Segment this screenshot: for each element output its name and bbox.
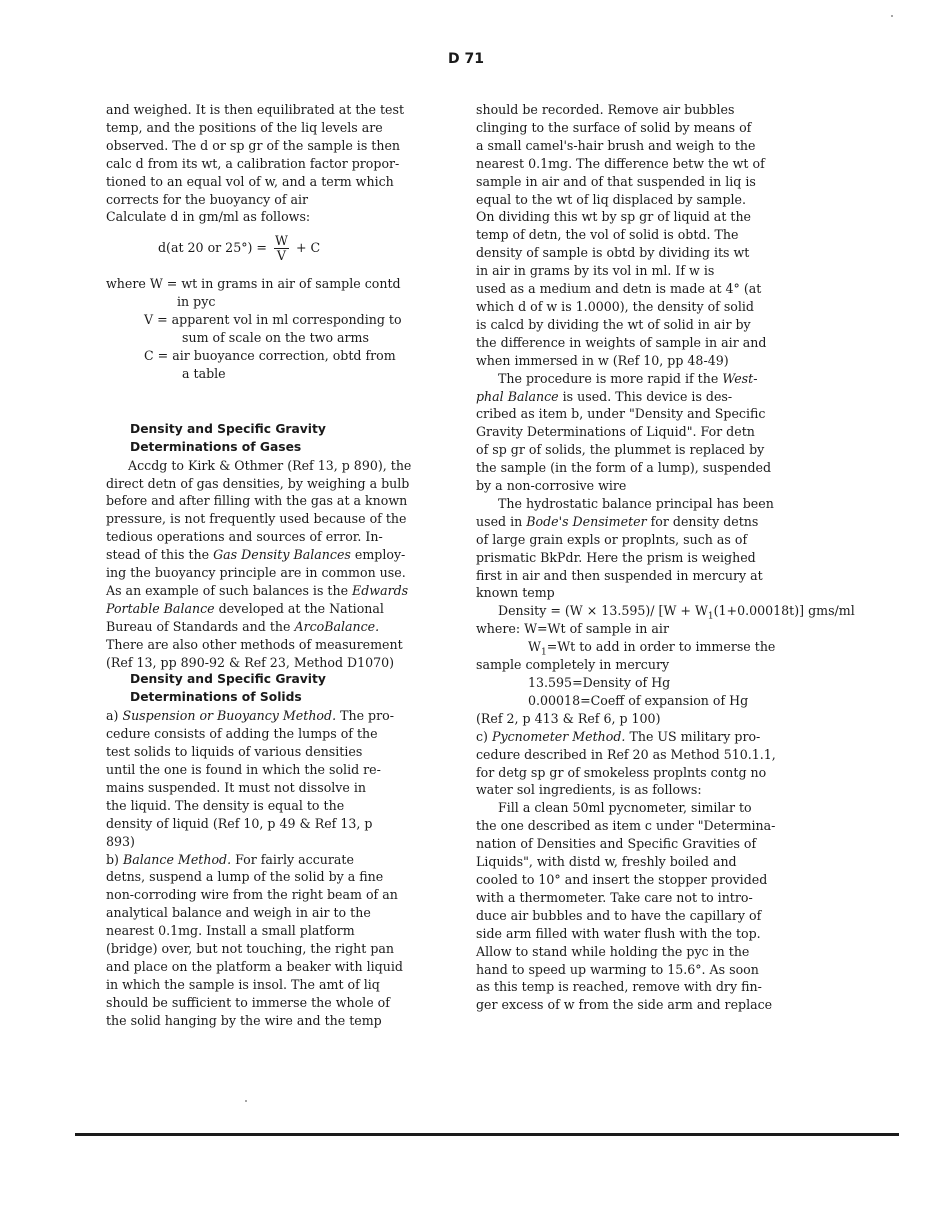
page-number: D 71	[448, 51, 484, 67]
text-line: sum of scale on the two arms	[182, 330, 369, 346]
text-line	[476, 638, 824, 656]
westphal-paragraph	[476, 370, 824, 495]
text-line: clinging to the surface of solid by means of	[476, 119, 752, 135]
intro-paragraph	[106, 101, 428, 226]
text-line: the liquid. The density is equal to the	[106, 797, 345, 813]
section-heading: Density and Specific Gravity	[130, 421, 326, 436]
text-line	[106, 618, 428, 636]
text-line: density of liquid (Ref 10, p 49 & Ref 13, p	[106, 815, 373, 831]
text-line: in air in grams by its vol in ml. If w is	[476, 263, 715, 279]
density-equation	[476, 602, 855, 622]
text-line: cribed as item b, under "Density and Specific	[476, 406, 766, 422]
section-heading: Determinations of Solids	[130, 690, 302, 705]
text-line: with a thermometer. Take care not to intro-	[476, 889, 753, 905]
subscript: 1	[707, 611, 714, 622]
text-line	[106, 546, 428, 564]
text-line: by a non-corrosive wire	[476, 478, 627, 494]
item-marker: a)	[106, 708, 119, 724]
text-line: detns, suspend a lump of the solid by a fine	[106, 869, 384, 885]
text-line: the difference in weights of sample in air and	[476, 334, 767, 350]
density-formula	[106, 234, 428, 263]
text-fragment: employ-	[354, 547, 406, 563]
text-fragment: for density detns	[650, 513, 759, 529]
text-line: Allow to stand while holding the pyc in the	[476, 943, 750, 959]
text-line: nation of Densities and Specific Gravities of	[476, 836, 757, 852]
text-line: 13.595=Density of Hg	[528, 675, 671, 690]
italic-term: phal Balance	[476, 388, 559, 404]
text-line: nearest 0.1mg. The difference betw the wt of	[476, 155, 765, 171]
text-fragment: =Wt to add in order to immerse the	[546, 639, 776, 655]
text-line: when immersed in w (Ref 10, pp 48-49)	[476, 352, 729, 368]
text-line: side arm filled with water flush with the top.	[476, 925, 761, 941]
text-line: known temp	[476, 585, 555, 601]
text-fragment: Bureau of Standards and the	[106, 618, 291, 634]
formula-tail: + C	[295, 240, 321, 256]
where-block	[106, 275, 428, 382]
text-line: mains suspended. It must not dissolve in	[106, 779, 367, 795]
measurement-paragraph	[476, 101, 824, 370]
formula-denominator: V	[276, 248, 287, 264]
text-line: (bridge) over, but not touching, the right pan	[106, 941, 395, 957]
text-line: sample in air and of that suspended in liq is	[476, 173, 756, 189]
text-fragment: developed at the National	[218, 600, 384, 616]
pycnometer-method-paragraph	[476, 728, 824, 800]
text-line: analytical balance and weigh in air to the	[106, 905, 371, 921]
italic-term: Bode's Densimeter	[526, 513, 647, 529]
text-line: of large grain expls or proplnts, such as of	[476, 531, 748, 547]
text-line: a table	[182, 365, 226, 381]
text-line: pressure, is not frequently used because of the	[106, 511, 407, 527]
definitions-block	[476, 620, 824, 727]
text-line: non-corroding wire from the right beam of an	[106, 887, 398, 903]
text-line: Calculate d in gm/ml as follows:	[106, 209, 311, 225]
text-fragment: For fairly accurate	[235, 851, 354, 867]
text-line: ger excess of w from the side arm and replace	[476, 997, 773, 1013]
text-fragment: The pro-	[340, 708, 394, 724]
text-line: a small camel's-hair brush and weigh to the	[476, 137, 756, 153]
text-line: and weighed. It is then equilibrated at the test	[106, 102, 405, 117]
text-fragment: is used. This device is des-	[562, 388, 733, 404]
text-line: 0.00018=Coeff of expansion of Hg	[528, 692, 749, 708]
text-line: cedure described in Ref 20 as Method 510.1.1,	[476, 746, 776, 762]
balance-method-paragraph	[106, 851, 428, 1030]
text-line: density of sample is obtd by dividing its wt	[476, 245, 750, 261]
text-line: in which the sample is insol. The amt of liq	[106, 976, 380, 992]
hydrostatic-paragraph	[476, 495, 855, 622]
text-fragment: used in	[476, 513, 523, 529]
text-line: sample completely in mercury	[476, 657, 670, 673]
text-line: ing the buoyancy principle are in common use.	[106, 565, 406, 581]
text-line: cooled to 10° and insert the stopper provided	[476, 871, 768, 887]
fill-procedure-paragraph	[476, 799, 824, 1014]
text-line: hand to speed up warming to 15.6°. As soon	[476, 961, 759, 977]
italic-term: ArcoBalance.	[294, 618, 380, 634]
text-line: Fill a clean 50ml pycnometer, similar to	[498, 800, 752, 816]
text-line	[476, 370, 824, 388]
text-line: equal to the wt of liq displaced by sample.	[476, 191, 747, 207]
text-line: C = air buoyance correction, obtd from	[144, 347, 396, 363]
text-line: should be sufficient to immerse the whole of	[106, 994, 390, 1010]
text-fragment: The US military pro-	[629, 728, 761, 744]
text-line: nearest 0.1mg. Install a small platform	[106, 923, 355, 939]
text-line: of sp gr of solids, the plummet is replaced by	[476, 442, 765, 458]
text-line	[106, 600, 428, 618]
text-line: in pyc	[177, 294, 216, 310]
text-line: where: W=Wt of sample in air	[476, 621, 669, 637]
italic-term: Pycnometer Method.	[491, 728, 626, 744]
text-line: observed. The d or sp gr of the sample is then	[106, 137, 401, 153]
text-line: cedure consists of adding the lumps of the	[106, 726, 378, 742]
section-heading: Density and Specific Gravity	[130, 672, 326, 687]
text-fragment: The procedure is more rapid if the	[498, 370, 719, 386]
text-line: calc d from its wt, a calibration factor propor-	[106, 155, 400, 171]
text-line	[476, 388, 824, 406]
text-line	[106, 851, 428, 869]
right-column	[476, 101, 855, 1014]
text-line: temp of detn, the vol of solid is obtd. The	[476, 227, 739, 243]
section-heading: Determinations of Gases	[130, 439, 302, 454]
left-column	[106, 101, 428, 1030]
text-line: duce air bubbles and to have the capillary of	[476, 907, 762, 923]
italic-term: Portable Balance	[106, 600, 215, 616]
text-line: Liquids", with distd w, freshly boiled and	[476, 854, 737, 870]
item-marker: b)	[106, 851, 119, 867]
text-line: for detg sp gr of smokeless proplnts contg no	[476, 764, 767, 780]
text-line: test solids to liquids of various densities	[106, 744, 363, 760]
italic-term: Balance Method.	[123, 851, 232, 867]
text-line: Accdg to Kirk & Othmer (Ref 13, p 890), the	[128, 457, 412, 473]
scan-speck	[891, 15, 893, 17]
formula-fraction	[274, 234, 289, 263]
italic-term: Gas Density Balances	[213, 547, 351, 563]
item-marker: c)	[476, 728, 488, 744]
suspension-method-paragraph	[106, 707, 428, 850]
text-line: prismatic BkPdr. Here the prism is weighed	[476, 549, 756, 565]
text-line: where W = wt in grams in air of sample contd	[106, 276, 401, 292]
formula-numerator: W	[275, 233, 288, 249]
text-line: Gravity Determinations of Liquid". For detn	[476, 424, 755, 440]
text-line: and place on the platform a beaker with liquid	[106, 958, 403, 974]
italic-term: Edwards	[352, 582, 409, 598]
text-line: V = apparent vol in ml corresponding to	[144, 312, 402, 328]
text-fragment: (1+0.00018t)] gms/ml	[713, 603, 855, 619]
text-line: water sol ingredients, is as follows:	[476, 782, 702, 798]
text-line: (Ref 2, p 413 & Ref 6, p 100)	[476, 710, 661, 726]
text-fragment: Density = (W × 13.595)/ [W + W	[498, 603, 708, 619]
subscript: 1	[540, 647, 547, 658]
text-line	[476, 513, 824, 531]
gases-paragraph	[106, 457, 428, 672]
text-line: The hydrostatic balance principal has been	[498, 495, 774, 511]
text-fragment: W	[528, 639, 541, 655]
text-line: as this temp is reached, remove with dry fin-	[476, 979, 762, 995]
text-line: corrects for the buoyancy of air	[106, 191, 309, 207]
text-line: the sample (in the form of a lump), suspended	[476, 460, 772, 476]
text-line: first in air and then suspended in mercury at	[476, 567, 763, 583]
text-line	[106, 582, 428, 600]
text-line: before and after filling with the gas at a known	[106, 493, 408, 509]
text-line: tioned to an equal vol of w, and a term which	[106, 173, 394, 189]
text-line: the solid hanging by the wire and the temp	[106, 1012, 382, 1028]
text-line: There are also other methods of measurement	[106, 636, 403, 652]
bottom-rule	[75, 1133, 899, 1136]
italic-term: West-	[722, 370, 758, 386]
text-line: the one described as item c under "Determina-	[476, 818, 776, 834]
text-line	[476, 728, 824, 746]
formula-lhs: d(at 20 or 25°) =	[158, 240, 267, 256]
text-line: 893)	[106, 833, 135, 849]
text-line: (Ref 13, pp 890-92 & Ref 23, Method D1070)	[106, 654, 395, 670]
text-line: is calcd by dividing the wt of solid in air by	[476, 316, 751, 332]
text-line: temp, and the positions of the liq levels are	[106, 119, 383, 135]
scan-speck	[245, 1100, 247, 1102]
text-line	[106, 707, 428, 725]
text-line: should be recorded. Remove air bubbles	[476, 102, 735, 117]
text-line: used as a medium and detn is made at 4° (at	[476, 281, 762, 297]
text-line: which d of w is 1.0000), the density of solid	[476, 298, 754, 314]
text-line: On dividing this wt by sp gr of liquid at the	[476, 209, 752, 225]
text-fragment: As an example of such balances is the	[106, 582, 349, 598]
text-line: until the one is found in which the solid re-	[106, 762, 381, 777]
italic-term: Suspension or Buoyancy Method.	[122, 708, 337, 724]
text-line: direct detn of gas densities, by weighing a bulb	[106, 475, 410, 491]
text-line: tedious operations and sources of error. In-	[106, 529, 383, 545]
text-fragment: stead of this the	[106, 547, 210, 563]
